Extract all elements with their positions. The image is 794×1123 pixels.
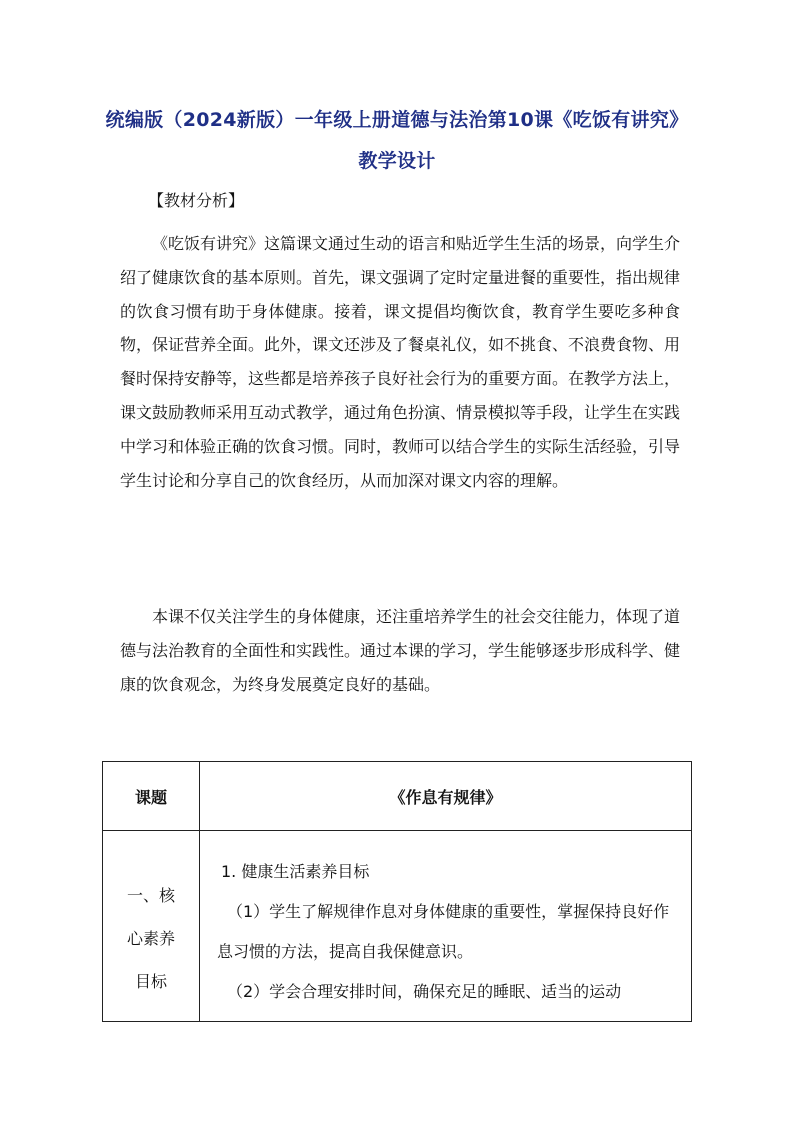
core-literacy-label: 一、核心素养目标	[126, 886, 175, 991]
table-row	[103, 762, 692, 831]
goal-title: 1. 健康生活素养目标	[221, 862, 370, 881]
goal-item: （1）学生了解规律作息对身体健康的重要性，掌握保持良好作息习惯的方法，提高自我保健意识。	[217, 902, 670, 961]
table-row-label-cell	[103, 831, 200, 1022]
document-subtitle: 教学设计	[358, 150, 436, 172]
analysis-paragraph-1: 《吃饭有讲究》这篇课文通过生动的语言和贴近学生生活的场景，向学生介绍了健康饮食的基本原则。首先，课文强调了定时定量进餐的重要性，指出规律的饮食习惯有助于身体健康。接着，课文提倡均衡饮食，教育学生要吃多种食物，保证营养全面。此外，课文还涉及了餐桌礼仪，如不挑食、不浪费食物、用餐时保持安静等，这些都是培养孩子良好社会行为的重要方面。在教学方法上，课文鼓励教师采用互动式教学，通过角色扮演、情景模拟等手段，让学生在实践中学习和体验正确的饮食习惯。同时，教师可以结合学生的实际生活经验，引导学生讨论和分享自己的饮食经历，从而加深对课文内容的理解。	[120, 234, 681, 490]
lesson-table	[102, 761, 692, 1022]
goal-item: （2）学会合理安排时间，确保充足的睡眠、适当的运动	[227, 982, 622, 1001]
table-row-body-cell	[200, 831, 692, 1022]
analysis-paragraph-2: 本课不仅关注学生的身体健康，还注重培养学生的社会交往能力，体现了道德与法治教育的全面性和实践性。通过本课的学习，学生能够逐步形成科学、健康的饮食观念，为终身发展奠定良好的基础。	[120, 607, 681, 694]
goals-content	[201, 832, 690, 1020]
table-header-value: 《作息有规律》	[200, 762, 692, 831]
table-header-label: 课题	[103, 762, 200, 831]
section-heading: 【教材分析】	[148, 191, 245, 210]
table-row	[103, 831, 692, 1022]
document-title: 统编版（2024新版）一年级上册道德与法治第10课《吃饭有讲究》	[105, 109, 689, 131]
